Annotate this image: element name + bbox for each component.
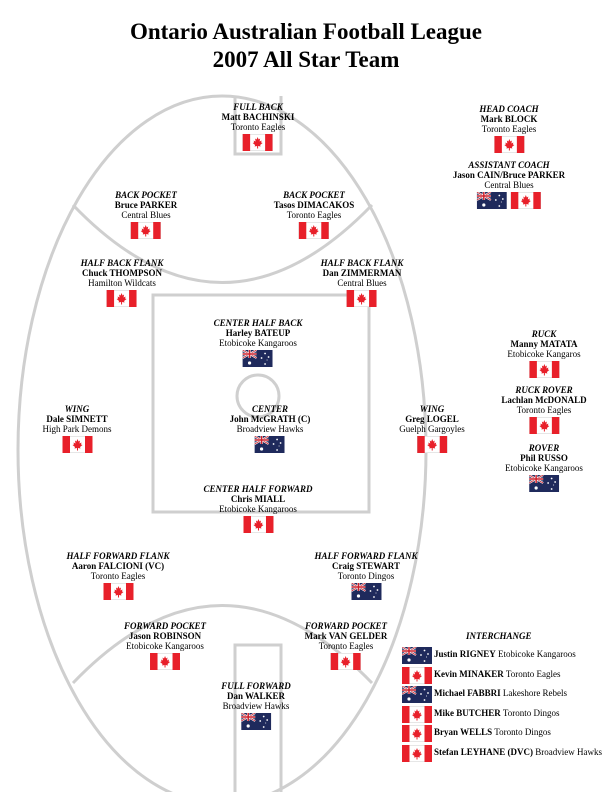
position-half-forward-flank-right [314, 551, 417, 600]
position-role: CENTER [251, 404, 288, 414]
canada-flag-icon [417, 436, 447, 453]
position-team: Toronto Eagles [516, 405, 572, 415]
position-team: Central Blues [121, 210, 171, 220]
position-team: Toronto Dingos [337, 571, 395, 581]
australia-flag-icon [402, 686, 432, 703]
position-team: Etobicoke Kangaroos [126, 641, 204, 651]
interchange-player-name: Mike BUTCHER [434, 707, 501, 718]
canada-flag-icon [243, 516, 273, 533]
interchange-panel [402, 631, 602, 764]
position-role: ROVER [528, 443, 560, 453]
position-name: Lachlan McDONALD [501, 395, 587, 405]
position-team: Central Blues [484, 180, 534, 190]
position-team: Hamilton Wildcats [88, 278, 156, 288]
position-team: Toronto Eagles [230, 122, 286, 132]
interchange-text [434, 686, 567, 698]
position-role: FORWARD POCKET [124, 621, 206, 631]
position-team: High Park Demons [42, 424, 112, 434]
position-role: FULL BACK [233, 102, 283, 112]
position-name: Manny MATATA [510, 339, 578, 349]
canada-flag-icon [331, 653, 361, 670]
position-wing-right [399, 404, 465, 453]
flag-row [214, 350, 303, 367]
position-name: Dan ZIMMERMAN [322, 268, 402, 278]
canada-flag-icon [529, 417, 559, 434]
position-role: CENTER HALF BACK [213, 318, 303, 328]
position-team: Toronto Eagles [90, 571, 146, 581]
position-full-back [222, 102, 295, 151]
interchange-text [434, 706, 559, 718]
position-ruck [507, 329, 580, 378]
position-name: Mark VAN GELDER [304, 631, 388, 641]
position-back-pocket-left [115, 190, 178, 239]
interchange-row [402, 686, 602, 706]
flag-row [314, 583, 417, 600]
canada-flag-icon [402, 745, 432, 762]
canada-flag-icon [402, 706, 432, 723]
position-role: RUCK [531, 329, 557, 339]
position-role: BACK POCKET [115, 190, 177, 200]
interchange-title: INTERCHANGE [466, 631, 532, 641]
flag-row [221, 713, 291, 730]
position-role: FULL FORWARD [221, 681, 291, 691]
australia-flag-icon [255, 436, 285, 453]
position-team: Toronto Eagles [318, 641, 374, 651]
canada-flag-icon [107, 290, 137, 307]
flag-row [230, 436, 311, 453]
flag-row [66, 583, 169, 600]
title-line-1: Ontario Australian Football League [129, 19, 483, 44]
interchange-player-name: Stefan LEYHANE (DVC) [434, 746, 533, 757]
position-role: HALF BACK FLANK [80, 258, 164, 268]
interchange-player-name: Bryan WELLS [434, 727, 493, 737]
position-name: Chuck THOMPSON [81, 268, 163, 278]
flag-row [203, 516, 312, 533]
flag-row [305, 653, 388, 670]
canada-flag-icon [131, 222, 161, 239]
position-head-coach [479, 104, 538, 153]
position-name: Dale SIMNETT [46, 414, 108, 424]
position-name: Jason CAIN/Bruce PARKER [452, 170, 566, 180]
title-line-2: 2007 All Star Team [212, 47, 400, 72]
position-team: Broadview Hawks [222, 701, 290, 711]
position-role: WING [64, 404, 90, 414]
position-team: Broadview Hawks [236, 424, 304, 434]
canada-flag-icon [511, 192, 541, 209]
interchange-player-name: Justin RIGNEY [434, 649, 496, 659]
position-name: Bruce PARKER [114, 200, 178, 210]
position-team: Etobicoke Kangaroos [219, 338, 297, 348]
flag-row [222, 134, 295, 151]
flag-row [501, 417, 586, 434]
canada-flag-icon [299, 222, 329, 239]
position-role: BACK POCKET [283, 190, 345, 200]
position-team: Etobicoke Kangaroos [219, 504, 297, 514]
interchange-player-name: Kevin MINAKER [434, 668, 504, 679]
interchange-row [402, 725, 602, 745]
canada-flag-icon [150, 653, 180, 670]
position-half-back-flank-right [321, 258, 404, 307]
position-role: HALF FORWARD FLANK [314, 551, 418, 561]
canada-flag-icon [62, 436, 92, 453]
interchange-text [434, 667, 560, 679]
australia-flag-icon [529, 475, 559, 492]
position-name: Dan WALKER [226, 691, 286, 701]
canada-flag-icon [494, 136, 524, 153]
position-role: HEAD COACH [479, 104, 539, 114]
interchange-text [434, 745, 602, 757]
interchange-player-team: Etobicoke Kangaroos [498, 649, 576, 659]
flag-row [81, 290, 164, 307]
interchange-row [402, 745, 602, 765]
canada-flag-icon [402, 725, 432, 742]
position-rover [505, 443, 583, 492]
canada-flag-icon [103, 583, 133, 600]
position-full-forward [221, 681, 291, 730]
position-center [230, 404, 311, 453]
position-name: Matt BACHINSKI [221, 112, 295, 122]
position-name: Craig STEWART [332, 561, 400, 571]
position-role: CENTER HALF FORWARD [203, 484, 313, 494]
canada-flag-icon [529, 361, 559, 378]
position-role: ASSISTANT COACH [468, 160, 550, 170]
position-team: Toronto Eagles [481, 124, 537, 134]
position-name: Phil RUSSO [520, 453, 568, 463]
flag-row [115, 222, 178, 239]
position-role: HALF BACK FLANK [320, 258, 404, 268]
australia-flag-icon [351, 583, 381, 600]
interchange-row [402, 667, 602, 687]
interchange-player-team: Toronto Dingos [494, 727, 551, 737]
position-team: Central Blues [337, 278, 387, 288]
position-wing-left [43, 404, 112, 453]
position-name: Greg LOGEL [405, 414, 459, 424]
flag-row [453, 192, 565, 209]
flag-row [399, 436, 465, 453]
australia-flag-icon [241, 713, 271, 730]
interchange-row [402, 706, 602, 726]
position-assistant-coach [453, 160, 565, 209]
position-center-half-back [214, 318, 303, 367]
position-role: FORWARD POCKET [305, 621, 387, 631]
interchange-player-team: Toronto Eagles [505, 668, 561, 679]
position-half-forward-flank-left [66, 551, 169, 600]
position-team: Guelph Gargoyles [399, 424, 465, 434]
interchange-row [402, 647, 602, 667]
position-forward-pocket-right [305, 621, 388, 670]
australia-flag-icon [477, 192, 507, 209]
interchange-player-name: Michael FABBRI [434, 688, 501, 698]
position-role: WING [419, 404, 445, 414]
position-name: Aaron FALCIONI (VC) [71, 561, 165, 571]
position-team: Etobicoke Kangaroos [505, 463, 583, 473]
position-name: John McGRATH (C) [229, 414, 311, 424]
position-role: HALF FORWARD FLANK [66, 551, 170, 561]
position-role: RUCK ROVER [515, 385, 573, 395]
position-back-pocket-right [274, 190, 354, 239]
flag-row [505, 475, 583, 492]
position-forward-pocket-left [124, 621, 206, 670]
canada-flag-icon [243, 134, 273, 151]
interchange-player-team: Broadview Hawks [535, 746, 602, 757]
position-center-half-forward [203, 484, 312, 533]
position-name: Mark BLOCK [480, 114, 538, 124]
interchange-text [434, 647, 576, 659]
position-name: Tasos DIMACAKOS [273, 200, 355, 210]
interchange-player-team: Toronto Dingos [502, 707, 560, 718]
canada-flag-icon [402, 667, 432, 684]
australia-flag-icon [402, 647, 432, 664]
position-team: Toronto Eagles [286, 210, 342, 220]
position-team: Etobicoke Kangaros [507, 349, 581, 359]
canada-flag-icon [347, 290, 377, 307]
flag-row [507, 361, 580, 378]
interchange-player-team: Lakeshore Rebels [502, 688, 568, 698]
flag-row [274, 222, 354, 239]
position-name: Harley BATEUP [225, 328, 291, 338]
flag-row [479, 136, 538, 153]
interchange-text [434, 725, 551, 737]
interchange-list [402, 647, 602, 764]
position-ruck-rover [501, 385, 586, 434]
flag-row [321, 290, 404, 307]
position-name: Jason ROBINSON [128, 631, 202, 641]
position-name: Chris MIALL [230, 494, 286, 504]
australia-flag-icon [243, 350, 273, 367]
flag-row [124, 653, 206, 670]
position-half-back-flank-left [81, 258, 164, 307]
flag-row [43, 436, 112, 453]
